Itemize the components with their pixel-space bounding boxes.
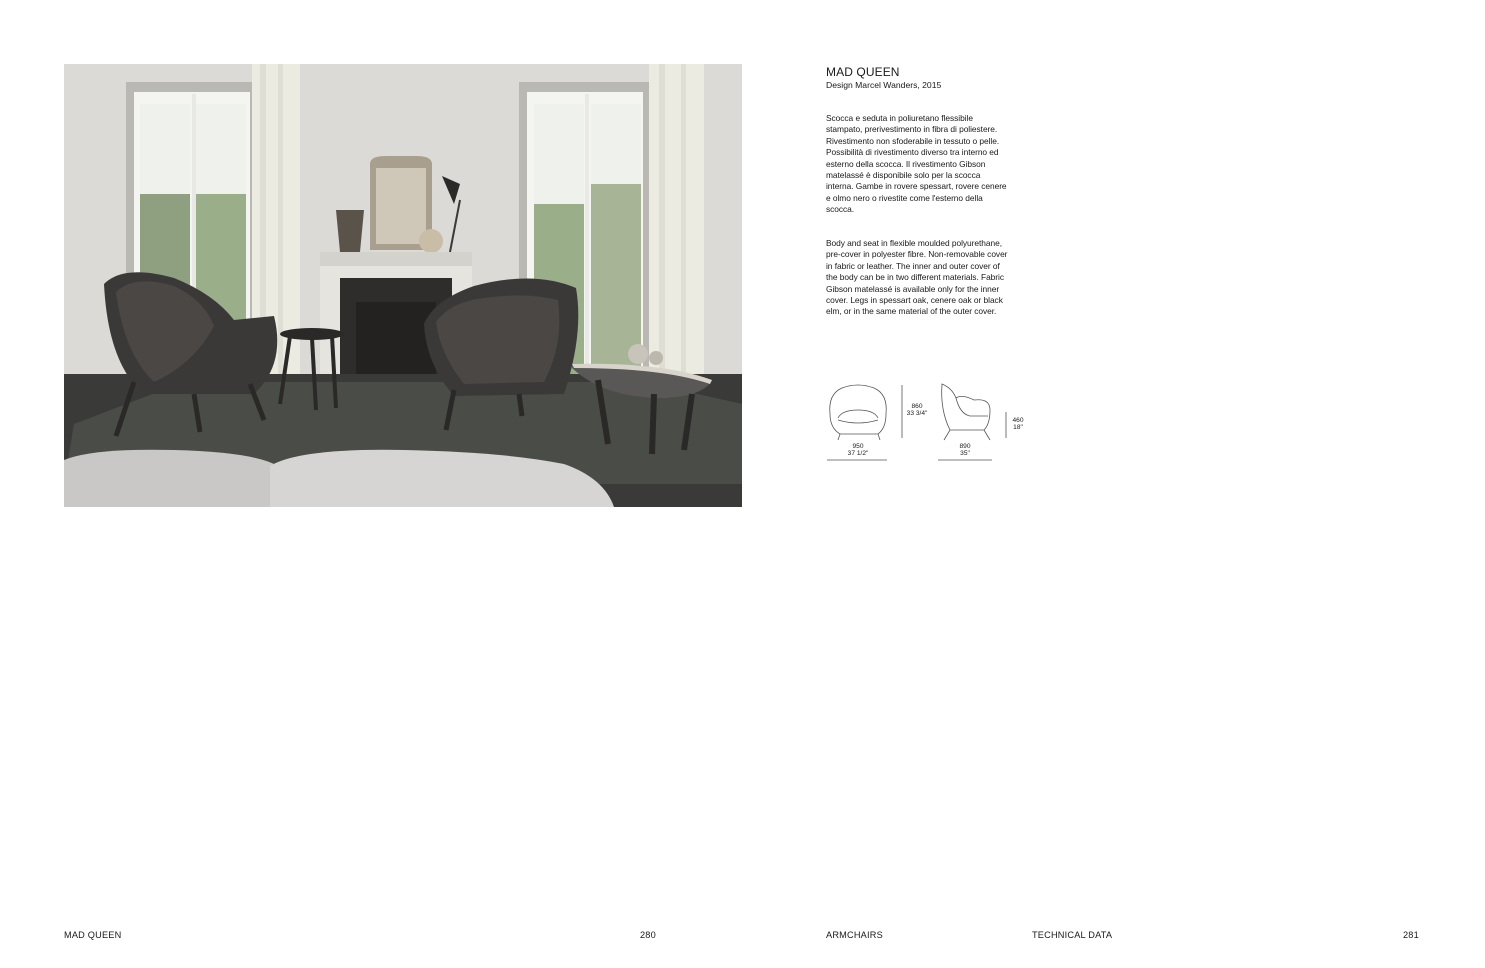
front-width-label xyxy=(838,444,878,457)
dimension-drawings xyxy=(824,380,1034,470)
side-depth-in: 35" xyxy=(960,449,970,457)
side-depth-mm: 890 xyxy=(959,443,971,450)
side-seat-height-label xyxy=(1008,418,1028,431)
footer-section: ARMCHAIRS xyxy=(826,930,883,940)
product-title: MAD QUEEN xyxy=(826,65,900,79)
description-english: Body and seat in flexible moulded polyurethane, pre-cover in polyester fibre. Non-removable cover in fabric or leather. The inner and outer cover of the body can be in two different materials. Fabric Gibson matelassé is available only for the inner cover. Legs in spessart oak, cenere oak or black elm, or in the same material of the outer cover. xyxy=(826,238,1008,317)
footer-subsection: TECHNICAL DATA xyxy=(1032,930,1113,940)
description-italian: Scocca e seduta in poliuretano flessibile stampato, prerivestimento in fibra di poliestere. Rivestimento non sfoderabile in tessuto o pelle. Possibilità di rivestimento diverso tra interno ed esterno della scocca. Il rivestimento Gibson matelassé è disponibile solo per la scocca interna. Gambe in rovere spessart, rovere cenere e olmo nero o rivestite come l'esterno della scocca. xyxy=(826,113,1007,215)
side-view-drawing xyxy=(942,384,990,440)
footer-right-page-number: 281 xyxy=(1403,930,1419,940)
side-seat-height-in: 18" xyxy=(1013,423,1023,431)
front-height-mm: 860 xyxy=(911,403,923,410)
front-width-in: 37 1/2" xyxy=(847,449,869,457)
footer-left-title: MAD QUEEN xyxy=(64,930,122,940)
front-width-mm: 950 xyxy=(852,443,864,450)
living-room-scene xyxy=(64,64,742,507)
side-depth-label xyxy=(948,444,982,457)
front-height-in: 33 3/4" xyxy=(906,409,928,417)
front-height-label xyxy=(904,404,930,417)
designer-credit: Design Marcel Wanders, 2015 xyxy=(826,80,942,90)
side-seat-height-mm: 460 xyxy=(1012,417,1024,424)
product-photo xyxy=(64,64,742,507)
footer-left-page-number: 280 xyxy=(640,930,656,940)
front-view-drawing xyxy=(830,385,887,440)
